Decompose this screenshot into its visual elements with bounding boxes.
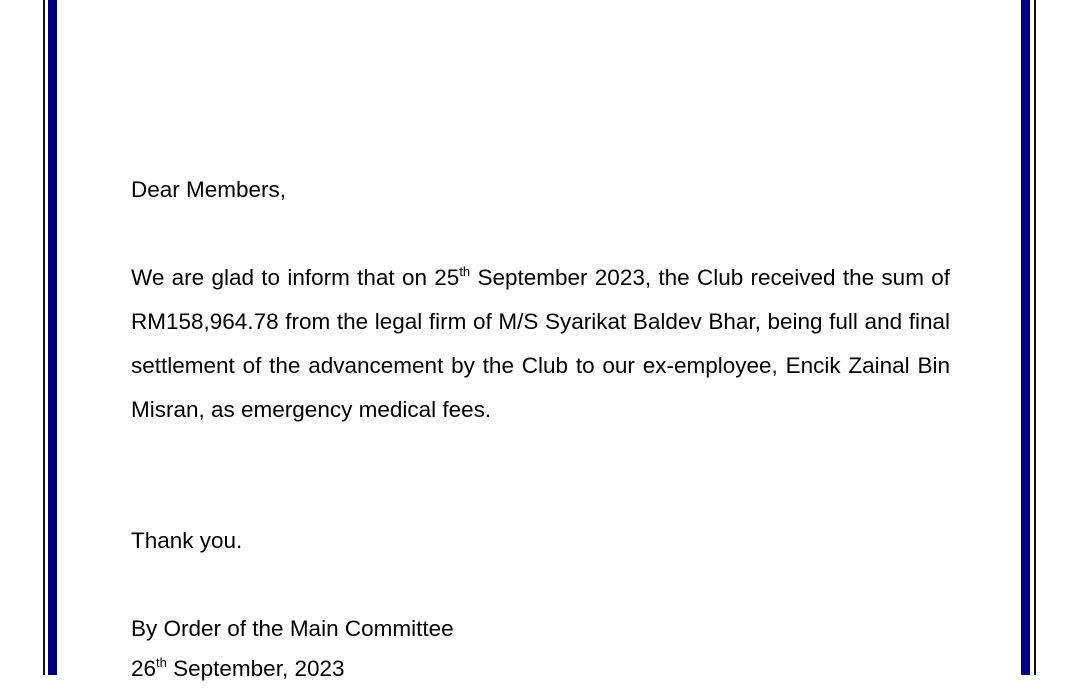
body-text-rest: September 2023, the Club received the sum of RM158,964.78 from the legal firm of M/S Syarikat Baldev Bhar, being full and final settlement of the advancement by the Club to our ex-employee, Encik Zainal Bin Misran, as emergency medical fees. <box>131 265 950 422</box>
closing: Thank you. <box>131 528 243 553</box>
ordinal-suffix: th <box>459 264 471 279</box>
body-text-start: We are glad to inform that on 25 <box>131 265 460 290</box>
page-border-left-outer <box>43 0 45 675</box>
signoff: By Order of the Main Committee <box>131 616 454 641</box>
page-border-right-outer <box>1034 0 1036 675</box>
date-ordinal: th <box>156 655 167 670</box>
body-paragraph <box>131 256 950 432</box>
date-day: 26 <box>131 656 157 681</box>
salutation: Dear Members, <box>131 177 287 202</box>
date-rest: September, 2023 <box>166 656 345 681</box>
letter-date <box>131 647 950 691</box>
page-border-left-inner <box>48 0 57 675</box>
page-border-right-inner <box>1021 0 1030 675</box>
